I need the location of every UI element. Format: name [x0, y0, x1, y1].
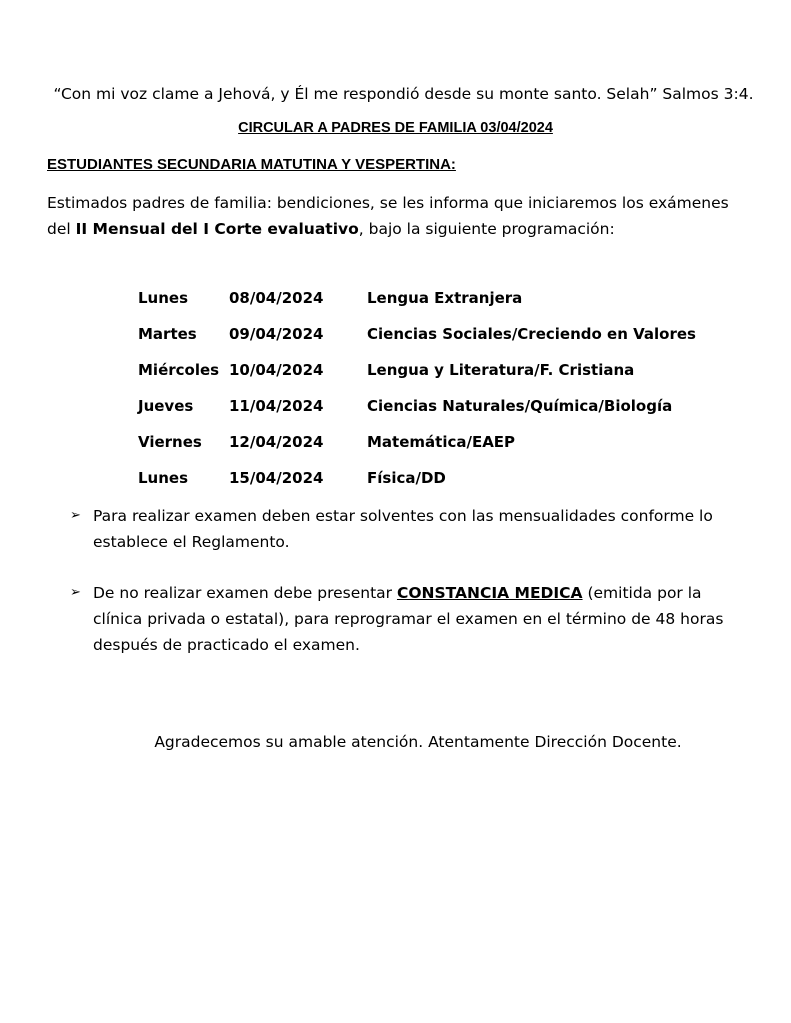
- schedule-date: 11/04/2024: [229, 397, 324, 415]
- note-text-1: De no realizar examen debe presentar: [93, 584, 397, 602]
- schedule-day: Jueves: [138, 397, 194, 415]
- schedule-subject: Ciencias Sociales/Creciendo en Valores: [367, 325, 696, 343]
- schedule-date: 12/04/2024: [229, 433, 324, 451]
- note-bold-text: CONSTANCIA MEDICA: [396, 584, 583, 602]
- schedule-day: Miércoles: [138, 361, 220, 379]
- students-heading: ESTUDIANTES SECUNDARIA MATUTINA Y VESPERTINA:: [47, 156, 456, 173]
- closing-line: Agradecemos su amable atención. Atentamente Dirección Docente.: [154, 733, 682, 751]
- schedule-subject: Ciencias Naturales/Química/Biología: [367, 397, 673, 415]
- schedule-day: Lunes: [138, 469, 189, 487]
- intro-paragraph: [47, 190, 747, 242]
- note-item-solvency: [70, 503, 750, 555]
- schedule-day: Viernes: [138, 433, 202, 451]
- schedule-date: 15/04/2024: [229, 469, 324, 487]
- intro-bold-text: II Mensual del I Corte evaluativo: [75, 220, 359, 238]
- schedule-day: Lunes: [138, 289, 189, 307]
- intro-text-2: , bajo la siguiente programación:: [358, 220, 615, 238]
- schedule-day: Martes: [138, 325, 197, 343]
- schedule-subject: Matemática/EAEP: [367, 433, 516, 451]
- schedule-date: 09/04/2024: [229, 325, 324, 343]
- intro-text-1: Estimados padres de familia: bendiciones, se les informa que iniciaremos los exámenes del: [47, 194, 729, 238]
- arrow-bullet-icon: ➢: [70, 508, 81, 523]
- schedule-date: 08/04/2024: [229, 289, 324, 307]
- schedule-subject: Lengua Extranjera: [367, 289, 523, 307]
- schedule-date: 10/04/2024: [229, 361, 324, 379]
- note-item-medical: [70, 580, 750, 658]
- note-text: Para realizar examen deben estar solventes con las mensualidades conforme lo establece el Reglamento.: [93, 507, 713, 551]
- arrow-bullet-icon: ➢: [70, 585, 81, 600]
- note-text-2: (emitida por la clínica privada o estatal), para reprogramar el examen en el término de 48 horas después de practicado el examen.: [93, 584, 724, 654]
- bible-verse: “Con mi voz clame a Jehová, y Él me respondió desde su monte santo. Selah” Salmos 3:4.: [53, 85, 754, 103]
- schedule-subject: Física/DD: [367, 469, 446, 487]
- schedule-subject: Lengua y Literatura/F. Cristiana: [367, 361, 635, 379]
- notes-list: [70, 503, 750, 658]
- circular-title: CIRCULAR A PADRES DE FAMILIA 03/04/2024: [238, 120, 553, 136]
